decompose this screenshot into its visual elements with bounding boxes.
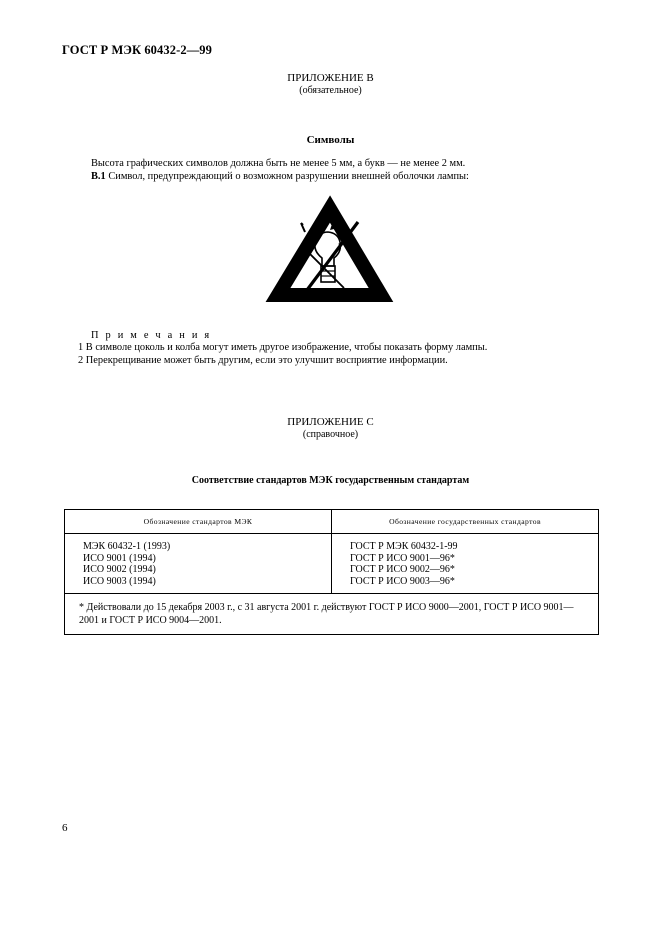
broken-lamp-warning-triangle-icon [264, 192, 394, 304]
b1-text: Символ, предупреждающий о возможном разрушении внешней оболочки лампы: [105, 171, 469, 182]
standards-correspondence-table [64, 509, 599, 635]
appendix-c-title: ПРИЛОЖЕНИЕ С [287, 416, 374, 428]
gost-standard: ГОСТ Р ИСО 9001—96* [350, 552, 455, 564]
column-header-gost: Обозначение государственных стандартов [332, 510, 599, 534]
note-2: 2 Перекрещивание может быть другим, если это улучшит восприятие информации. [78, 355, 448, 366]
appendix-b-status: (обязательное) [299, 85, 362, 96]
gost-standard: ГОСТ Р МЭК 60432-1-99 [350, 541, 458, 552]
column-header-iec: Обозначение стандартов МЭК [65, 510, 332, 534]
document-header: ГОСТ Р МЭК 60432-2—99 [62, 43, 212, 57]
note-1: 1 В символе цоколь и колба могут иметь другое изображение, чтобы показать форму лампы. [78, 342, 488, 353]
table-row [65, 534, 599, 594]
gost-standards-cell [332, 534, 599, 594]
iec-standard: ИСО 9001 (1994) [83, 552, 156, 564]
b1-paragraph [91, 171, 469, 182]
appendix-b-heading: Символы [306, 134, 355, 146]
table-header-row [65, 510, 599, 534]
table-footnote-row [65, 594, 599, 635]
iec-standard: ИСО 9003 (1994) [83, 575, 156, 587]
page-number: 6 [62, 822, 68, 834]
table-footnote: * Действовали до 15 декабря 2003 г., с 31 августа 2001 г. действуют ГОСТ Р ИСО 9000—2001, ГОСТ Р ИСО 9001—2001 и ГОСТ Р ИСО 9004—2001. [65, 594, 599, 635]
height-requirement-paragraph: Высота графических символов должна быть не менее 5 мм, а букв — не менее 2 мм. [91, 158, 466, 169]
notes-title: П р и м е ч а н и я [91, 330, 212, 341]
iec-standard: ИСО 9002 (1994) [83, 564, 156, 575]
iec-standard: МЭК 60432-1 (1993) [83, 541, 171, 552]
appendix-c-status: (справочное) [302, 429, 359, 440]
gost-standard: ГОСТ Р ИСО 9003—96* [350, 575, 455, 587]
appendix-b-title: ПРИЛОЖЕНИЕ В [287, 72, 374, 84]
appendix-c-heading: Соответствие стандартов МЭК государственным стандартам [191, 475, 470, 486]
iec-standards-cell [65, 534, 332, 594]
b1-label: В.1 [91, 171, 106, 182]
gost-standard: ГОСТ Р ИСО 9002—96* [350, 564, 455, 575]
